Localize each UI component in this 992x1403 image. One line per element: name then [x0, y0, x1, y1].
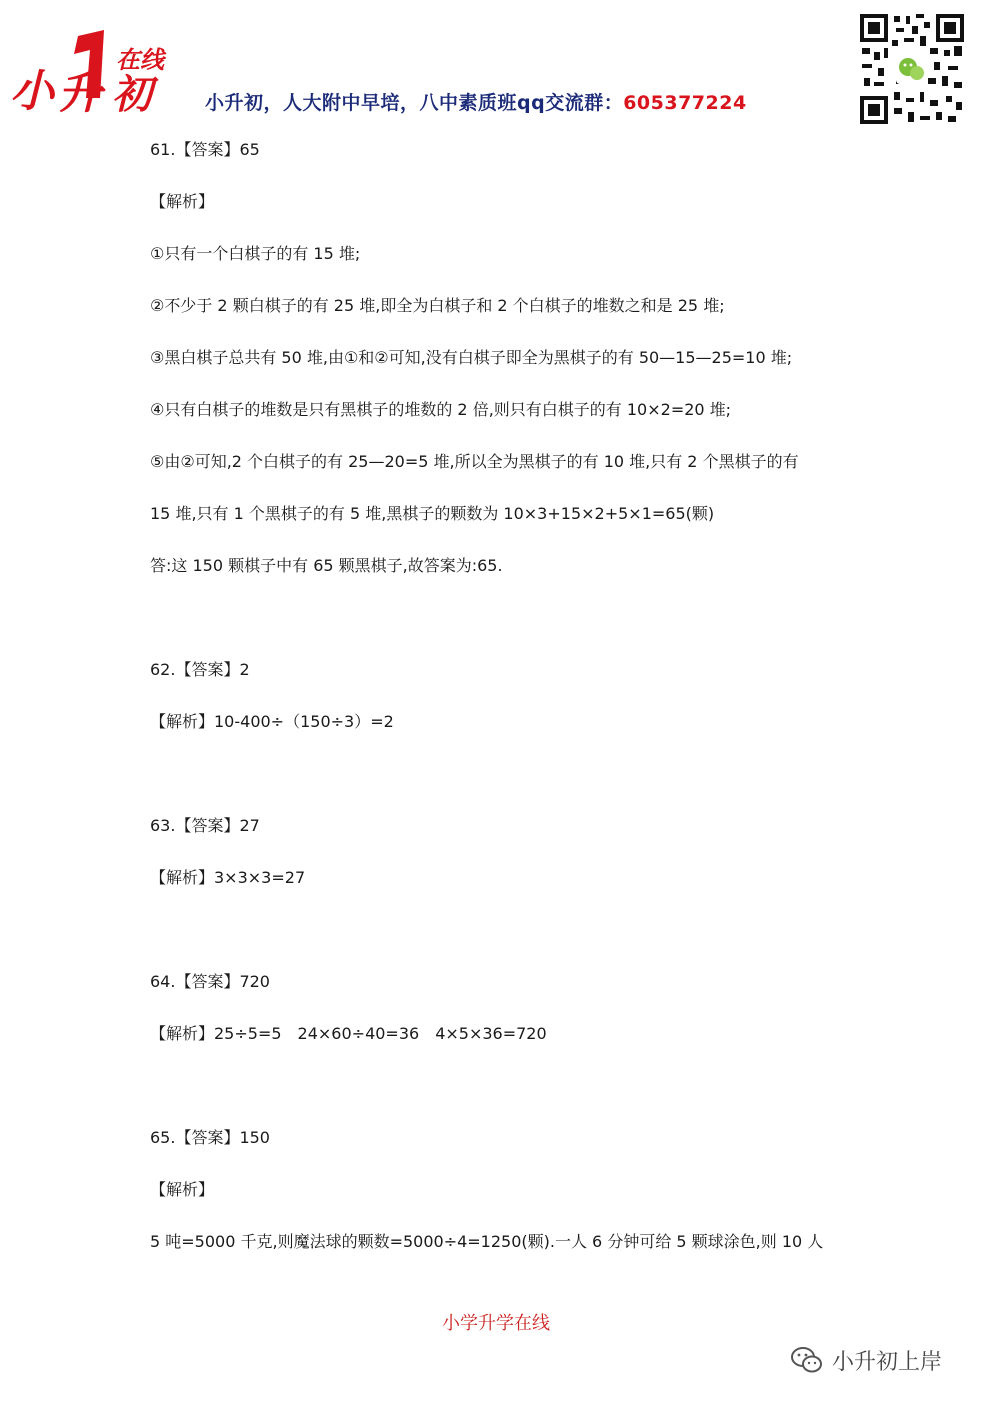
wechat-watermark	[790, 1344, 942, 1376]
q64-analysis: 【解析】25÷5=5 24×60÷40=36 4×5×36=720	[150, 1024, 547, 1043]
q64-answer: 64.【答案】720	[150, 972, 270, 991]
q65-answer: 65.【答案】150	[150, 1128, 270, 1147]
q61-step-4: ④只有白棋子的堆数是只有黑棋子的堆数的 2 倍,则只有白棋子的有 10×2=20 堆;	[150, 400, 732, 419]
q65-text: 5 吨=5000 千克,则魔法球的颗数=5000÷4=1250(颗).一人 6 分钟可给 5 颗球涂色,则 10 人	[150, 1232, 824, 1251]
svg-text:小: 小	[10, 67, 54, 116]
q61-step-3: ③黑白棋子总共有 50 堆,由①和②可知,没有白棋子即全为黑棋子的有 50—15—25=10 堆;	[150, 348, 793, 367]
q61-step-2: ②不少于 2 颗白棋子的有 25 堆,即全为白棋子和 2 个白棋子的堆数之和是 25 堆;	[150, 296, 725, 315]
q65-analysis-label: 【解析】	[150, 1180, 215, 1199]
footer-source-text: 小学升学在线	[442, 1313, 550, 1334]
brand-logo	[8, 28, 178, 118]
q61-answer: 61.【答案】65	[150, 140, 260, 159]
wechat-icon	[790, 1345, 824, 1375]
q63-answer: 63.【答案】27	[150, 816, 260, 835]
svg-text:初: 初	[112, 73, 152, 117]
q63-analysis: 【解析】3×3×3=27	[150, 868, 306, 887]
q61-step-5a: ⑤由②可知,2 个白棋子的有 25—20=5 堆,所以全为黑棋子的有 10 堆,只有 2 个黑棋子的有	[150, 452, 799, 471]
header-title-text: 小升初，人大附中早培，八中素质班qq交流群：	[205, 92, 624, 114]
q62-answer: 62.【答案】2	[150, 660, 250, 679]
svg-text:在线: 在线	[116, 47, 164, 74]
watermark-text: 小升初上岸	[832, 1349, 943, 1375]
q62-analysis: 【解析】10-400÷（150÷3）=2	[150, 712, 394, 731]
svg-text:升: 升	[58, 69, 102, 118]
q61-conclusion: 答:这 150 颗棋子中有 65 颗黑棋子,故答案为:65.	[150, 556, 503, 575]
qq-group-number: 605377224	[623, 92, 747, 114]
q61-step-5b: 15 堆,只有 1 个黑棋子的有 5 堆,黑棋子的颗数为 10×3+15×2+5×1=65(颗)	[150, 504, 715, 523]
header-title	[205, 88, 747, 115]
qr-code-icon	[858, 12, 966, 126]
logo-graphic	[8, 28, 178, 118]
q61-step-1: ①只有一个白棋子的有 15 堆;	[150, 244, 361, 263]
q61-analysis-label: 【解析】	[150, 192, 215, 211]
